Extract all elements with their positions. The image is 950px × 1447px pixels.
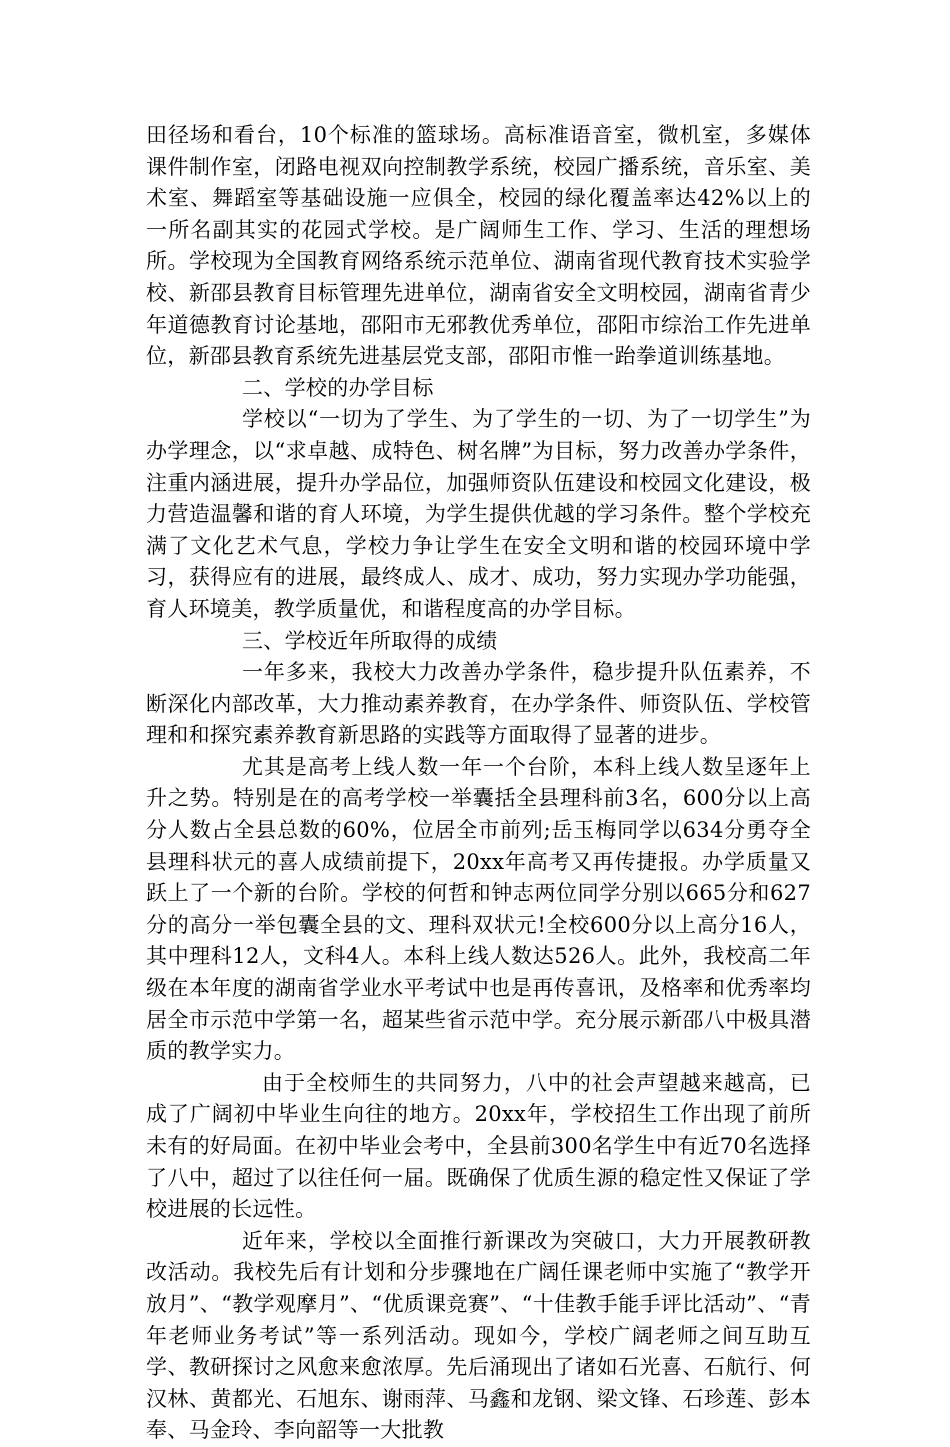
paragraph-achievements-intro: 一年多来，我校大力改善办学条件，稳步提升队伍素养，不断深化内部改革，大力推动素养教育，在办学条件、师资队伍、学校管理和和探究素养教育新思路的实践等方面取得了显著的进步。: [146, 660, 811, 748]
paragraph-reputation: 由于全校师生的共同努力，八中的社会声望越来越高，已成了广阔初中毕业生向往的地方。20xx年，学校招生工作出现了前所未有的好局面。在初中毕业会考中，全县前300名学生中有近70名选择了八中，超过了以往任何一届。既确保了优质生源的稳定性又保证了学校进展的长远性。: [146, 1070, 811, 1222]
paragraph-goals: 学校以“一切为了学生、为了学生的一切、为了一切学生”为办学理念，以“求卓越、成特色、树名牌”为目标，努力改善办学条件，注重内涵进展，提升办学品位，加强师资队伍建设和校园文化建设，极力营造温馨和谐的育人环境，为学生提供优越的学习条件。整个学校充满了文化艺术气息，学校力争让学生在安全文明和谐的校园环境中学习，获得应有的进展，最终成人、成才、成功，努力实现办学功能强，育人环境美，教学质量优，和谐程度高的办学目标。: [146, 407, 811, 621]
paragraph-facilities: 田径场和看台，10个标准的篮球场。高标准语音室，微机室，多媒体课件制作室，闭路电视双向控制教学系统，校园广播系统，音乐室、美术室、舞蹈室等基础设施一应俱全，校园的绿化覆盖率达42%以上的一所名副其实的花园式学校。是广阔师生工作、学习、生活的理想场所。学校现为全国教育网络系统示范单位、湖南省现代教育技术实验学校、新邵县教育目标管理先进单位，湖南省安全文明校园，湖南省青少年道德教育讨论基地，邵阳市无邪教优秀单位，邵阳市综治工作先进单位，新邵县教育系统先进基层党支部，邵阳市惟一跆拳道训练基地。: [146, 123, 811, 369]
paragraph-exam-results: 尤其是高考上线人数一年一个台阶，本科上线人数呈逐年上升之势。特别是在的高考学校一举囊括全县理科前3名，600分以上高分人数占全县总数的60%，位居全市前列;岳玉梅同学以634分勇夺全县理科状元的喜人成绩前提下，20xx年高考又再传捷报。办学质量又跃上了一个新的台阶。学校的何哲和钟志两位同学分别以665分和627分的高分一举包囊全县的文、理科双状元!全校600分以上高分16人，其中理科12人，文科4人。本科上线人数达526人。此外，我校高二年级在本年度的湖南省学业水平考试中也是再传喜讯，及格率和优秀率均居全市示范中学第一名，超某些省示范中学。充分展示新邵八中极具潜质的教学实力。: [146, 754, 811, 1064]
paragraph-teaching-reform: 近年来，学校以全面推行新课改为突破口，大力开展教研教改活动。我校先后有计划和分步骤地在广阔任课老师中实施了“教学开放月”、“教学观摩月”、“优质课竞赛”、“十佳教手能手评比活动”、“青年老师业务考试”等一系列活动。现如今，学校广阔老师之间互助互学、教研探讨之风愈来愈浓厚。先后涌现出了诸如石光喜、石航行、何汉林、黄都光、石旭东、谢雨萍、马鑫和龙钢、梁文锋、石珍莲、彭本奉、马金玲、李向韶等一大批教: [146, 1228, 811, 1443]
section-heading-achievements: 三、学校近年所取得的成绩: [242, 628, 498, 653]
document-body: [146, 120, 811, 1447]
section-heading-goals: 二、学校的办学目标: [242, 375, 434, 400]
